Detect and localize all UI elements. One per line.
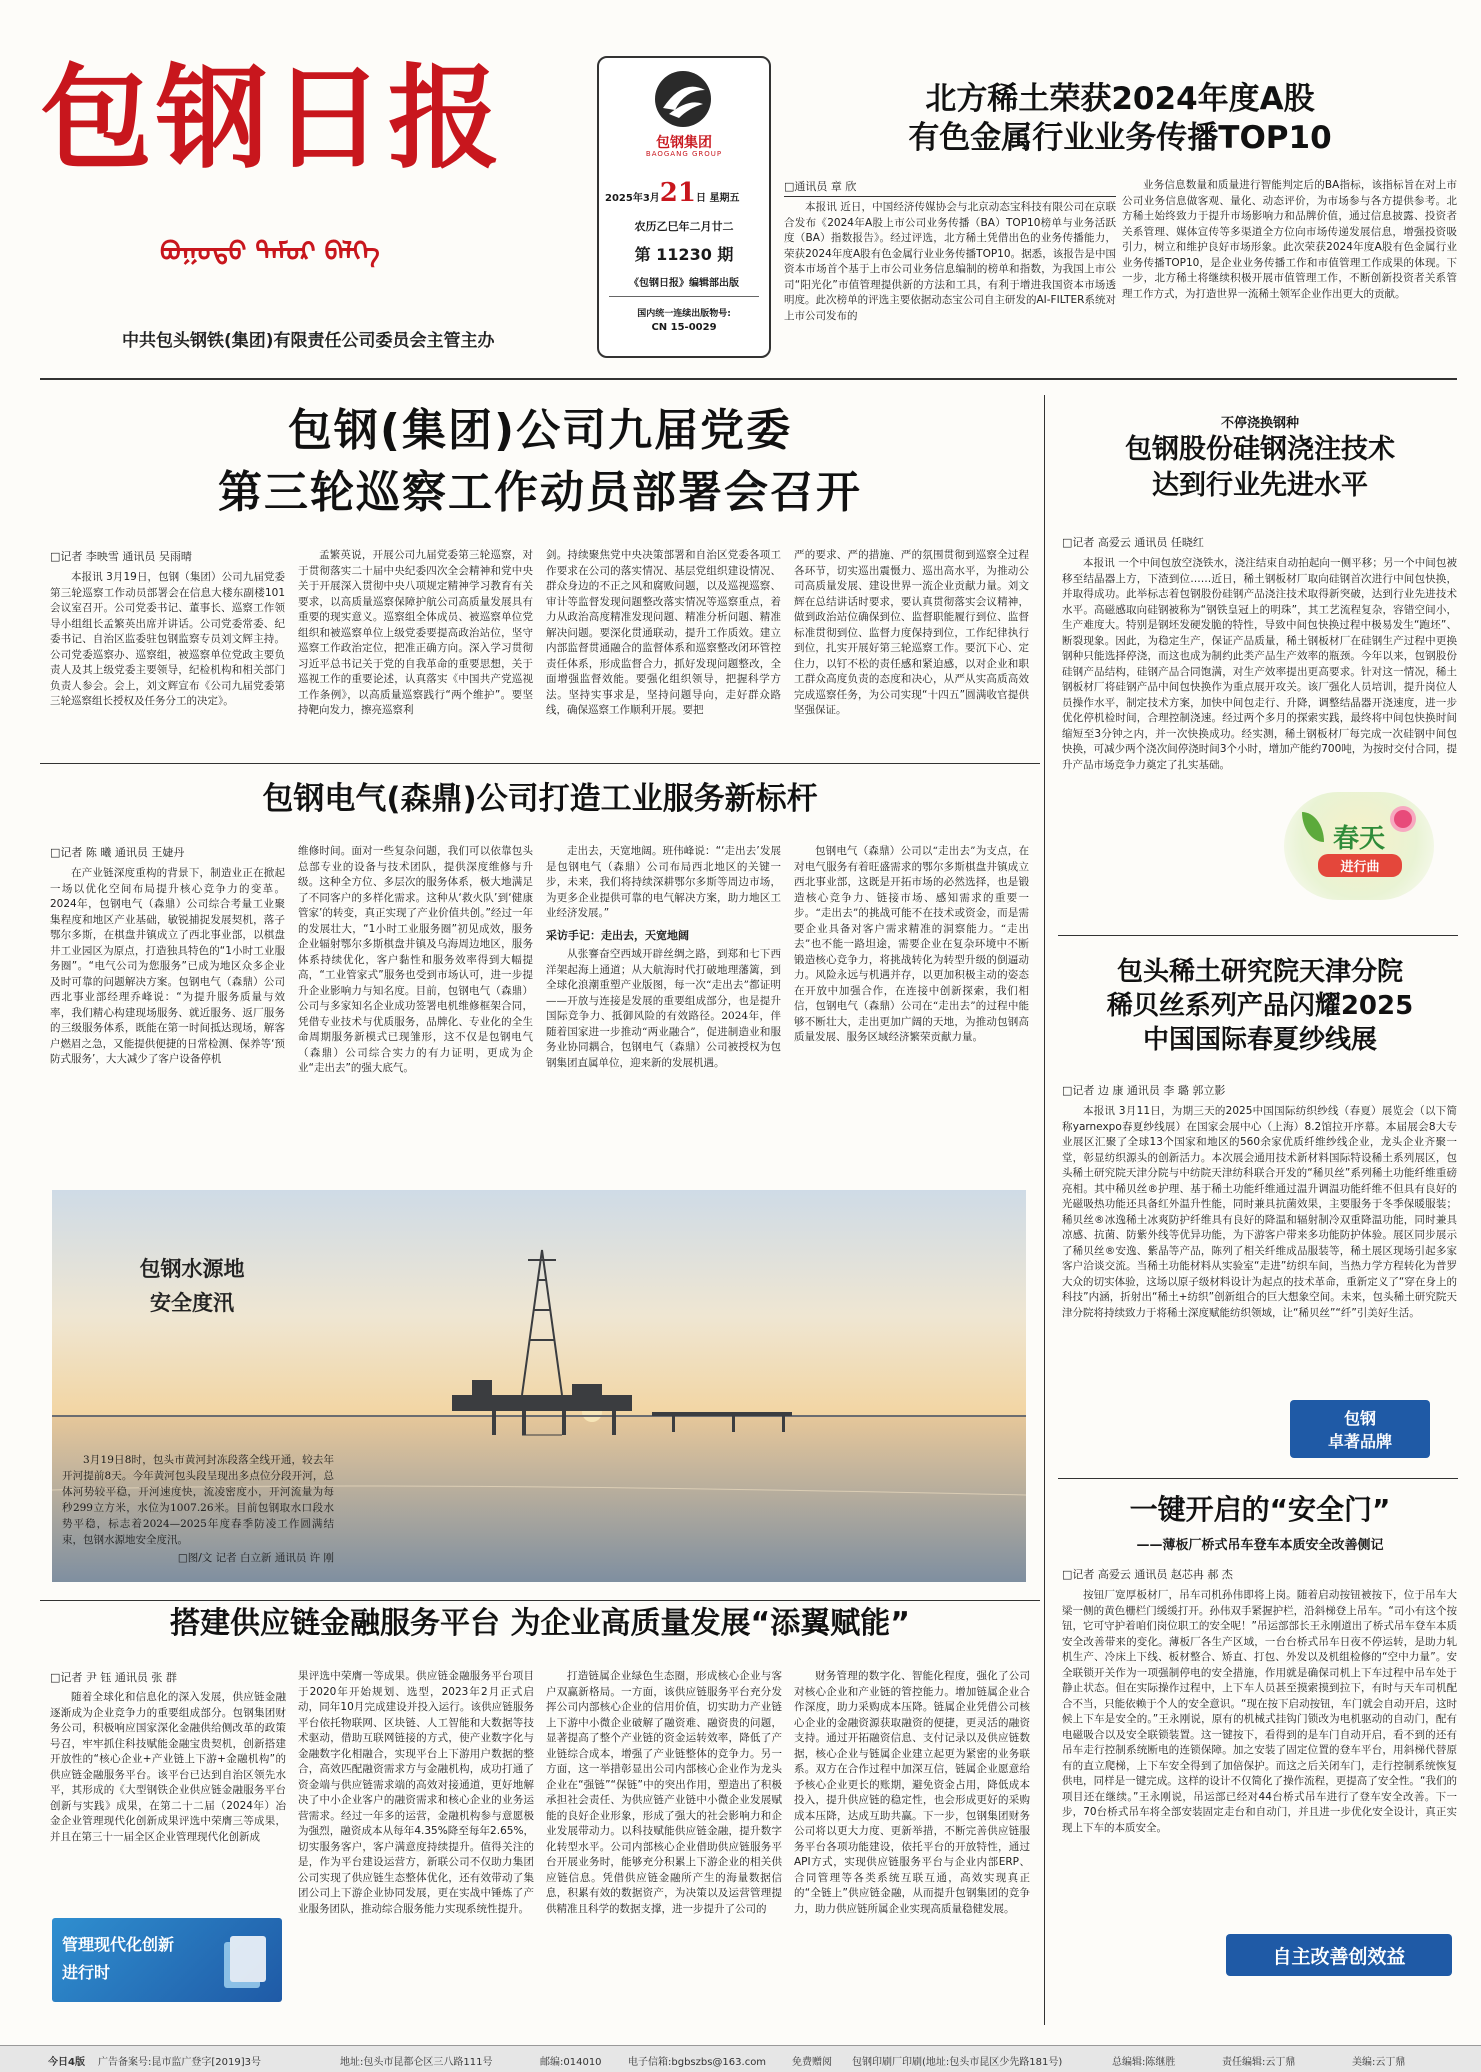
cn-label: 国内统一连续出版物号:: [637, 309, 731, 319]
article6-col1: 随着全球化和信息化的深入发展，供应链金融逐渐成为企业竞争力的重要组成部分。包钢集团财务公司，积极响应国家深化金融供给侧改革的政策号召，牢牢抓住科技赋能金融宝贵契机，创新搭建开放性的“核心企业+产业链上下游+金融机构”的供应链金融服务平台。该平台已达到自治区领先水平，其形成的《大型钢铁企业供应链金融服务平台创新与实践》成果，在第二十二届（2024年）冶金企业管理现代化创新成果评选中荣膺三等成果，并且在第三十一届全区企业管理现代化创新成: [50, 1691, 286, 1843]
self-improvement-badge: 自主改善创效益: [1226, 1934, 1452, 1976]
footer-chief: 总编辑:陈继胜: [1112, 2057, 1176, 2068]
article3-byline: □记者 高爱云 通讯员 任晓红: [1062, 536, 1204, 549]
article2-col3: 剑。持续聚焦党中央决策部署和自治区党委各项工作要求在公司的落实情况、基层党组织建设情况、群众身边的不正之风和腐败问题，以及巡视巡察、审计等监督发现问题整改落实情况等巡察重点，着力从政治高度精准发现问题、精准分析问题、精准解决问题。要深化贯通联动，提升工作质效。建立内部监督贯通融合的监督体系和巡察整改闭环管控责任体系，形成监督合力，抓好发现问题整改，全面增强监督效能。要强化组织领导，把握科学方法。坚持实事求是，坚持问题导向，走好群众路线，确保巡察工作顺利开展。要把: [546, 549, 781, 716]
footer-email: 电子信箱:bgbszbs@163.com: [628, 2057, 767, 2068]
management-badge: [52, 1918, 282, 2002]
article3-body-tail: [1062, 810, 1312, 892]
article4-byline: □记者 陈 曦 通讯员 王婕丹: [50, 846, 185, 859]
footer-pages: 今日4版: [48, 2057, 85, 2068]
footer-free: 免费赠阅: [792, 2057, 832, 2068]
article7-byline: □记者 高爱云 通讯员 赵芯冉 郝 杰: [1062, 1568, 1233, 1581]
article3-body: 本报讯 一个中间包放空浇铁水，浇注结束自动拍起向一侧平移；另一个中间包被移至结晶器上方，下渣到位……近日，稀土钢板材厂取向硅钢首次进行中间包快换，并取得成功。此举标志着包钢股份硅钢产品浇注技术取得新突破，达到行业先进技术水平。高磁感取向硅钢被称为“钢铁皇冠上的明珠”，其工艺流程复杂，容错空间小，生产难度大。特别是钢坯发硬发脆的特性，导致中间包快换过程中极易发生“跑坯”、断裂现象。因此，为稳定生产，保证产品质量，稀土钢板材厂在硅钢生产过程中更换钢种只能选择停浇，而这也成为制约此类产品生产效率的瓶颈。今年以来，包钢股份硅钢产品结构，硅钢产品合同饱满，对生产效率提出更高要求。针对这一情况，稀土钢板材厂将硅钢产品中间包快换作为重点展开攻关。该厂强化人员培训，提升岗位人员操作水平，制定技术方案，加快中间包走行、升降，调整结晶器开浇速度，进一步优化停机检时间，合理控制浇速。经过两个多月的探索实践，最终将中间包快换时间缩短至3分钟之内，并一次快换成功。经实测，稀土钢板材厂每完成一次硅钢中间包快换，可减少两个浇次间停浇时间3个小时，增加产能约700吨，为按时交付合同，提升产品市场竞争力奠定了扎实基础。: [1062, 557, 1457, 771]
article3-title: 包钢股份硅钢浇注技术 达到行业先进水平: [1125, 434, 1395, 501]
cn-number: CN 15-0029: [651, 322, 717, 333]
article6-col4: 财务管理的数字化、智能化程度，强化了公司对核心企业和产业链的管控能力。增加链属企业合作深度，助力采购成本压降。链属企业凭借公司核心企业的金融资源获取融资的便捷，更灵活的融资支持。通过开拓融资信息、支付记录以及供应链数据，核心企业与链属企业建立起更为紧密的业务联系。双方在合作过程中加深互信，链属企业愿意给予核心企业更长的账期，避免资金占用，降低成本投入，提升供应链的稳定性，也会形成更好的采购成本压降，达成互助共赢。下一步，包钢集团财务公司将以更大力度、更新举措，不断完善供应链服务平台各项功能建设，依托平台的开放特性，通过API方式，实现供应链服务平台与企业内部ERP、合同管理等各类系统互联互通，高效实现真正的“全链上”供应链金融，从而提升包钢集团的竞争力，助力供应链所属企业实现高质量稳健发展。: [794, 1670, 1030, 1915]
baogang-logo-icon: [645, 68, 721, 130]
article2-col4: 严的要求、严的措施、严的氛围贯彻到巡察全过程各环节，切实巡出震慑力、巡出高水平，为推动公司高质量发展、建设世界一流企业贡献力量。刘文辉在总结讲话时要求，要认真贯彻落实会议精神，做到政治站位确保到位、监督职能履行到位、监督标准贯彻到位、监督力度保持到位，工作纪律执行到位，扎实开展好第三轮巡察工作。要沉下心、定住力，以钉不松的责任感和紧迫感，以对企业和职工群众高度负责的态度和决心，从严从实高质高效完成巡察任务，为公司实现“十四五”圆满收官提供坚强保证。: [794, 549, 1029, 716]
badge-line1: 管理现代化创新: [62, 1935, 175, 1954]
sticker-line2: 进行曲: [1318, 854, 1402, 877]
article6-col3: 打造链属企业绿色生态圈，形成核心企业与客户双赢新格局。一方面，该供应链服务平台充分发挥公司内部核心企业的信用价值，切实助力产业链上下游中小微企业破解了融资难、融资贵的问题，显著提高了整个产业链的资金运转效率，降低了产业链综合成本，增强了产业链整体的竞争力。另一方面，这一举措彰显出公司内部核心企业作为龙头企业在“强链”“保链”中的突出作用，塑造出了积极承担社会责任、为供应链产业链中小微企业发展赋能的良好企业形象，形成了强大的社会影响力和企业发展带动力。以科技赋能供应链金融，提升数字化转型水平。公司内部核心企业借助供应链服务平台开展业务时，能够充分积累上下游企业的相关供应链信息。凭借供应链金融所产生的海量数据信息，积累有效的数据资产，为决策以及运营管理提供精准且科学的数据支撑，进一步提升了公司的: [546, 1670, 782, 1915]
footer-ad-license: 广告备案号:昆市监广登字[2019]3号: [98, 2057, 261, 2068]
article2-col2: 孟繁英说，开展公司九届党委第三轮巡察，对于贯彻落实二十届中央纪委四次全会精神和党中央关于开展深入贯彻中央八项规定精神学习教育有关要求，以高质量巡察保障护航公司高质量发展具有重要的现实意义。巡察组全体成员、被巡察单位党组织和被巡察单位上级党委要提高政治站位，坚守巡察工作政治定位，把准正确方向。深入学习贯彻习近平总书记关于党的自我革命的重要思想，关于巡视工作的重要论述，认真落实《中国共产党巡视工作条例》，以高质量巡察践行“两个维护”。要坚持靶向发力，擦亮巡察利: [298, 549, 533, 716]
photo-title: 包钢水源地 安全度汛: [139, 1256, 245, 1315]
article1-col2: 业务信息数量和质量进行智能判定后的BA指标，该指标旨在对上市公司业务信息做客观、量化、动态评价，为市场参与各方提供参考。北方稀土始终致力于提升市场影响力和品牌价值，通过信息披露、投资者关系管理、媒体宣传等多渠道全方位向市场传递发展信息，增强投资吸引力，树立和维护良好市场形象。此次荣获2024年度A股有色金属行业业务传播TOP10，是企业业务传播工作和市值管理工作成果的体现。下一步，北方稀土将继续积极开展市值管理工作，不断创新投资者关系管理工作方式，为打造世界一流稀土领军企业作出更大的贡献。: [1122, 179, 1457, 300]
article7-body: 按钮厂宽厚板材厂，吊车司机孙伟即将上岗。随着启动按钮被按下，位于吊车大梁一侧的黄色栅栏门缓缓打开。孙伟双手紧握护栏，沿斜梯登上吊车。“司小有这个按钮，它可守护着咱们岗位职工的安全呢！”吊运部部长王永刚道出了桥式吊车登车本质安全改善带来的变化。薄板厂各生产区域，一台台桥式吊车日夜不停运转，是助力轧机生产、冷床上下线、板材整合、矫直、打包、外发以及机组检修的“空中力量”。安全联锁开关作为一项强制停电的安全措施，作用就是确保司机上下车过程中吊车处于静止状态。但在实际操作过程中，上下车人员甚至摸索摸到拉下，有时与天车司机配合不当，只能依赖于个人的安全意识。“现在按下启动按钮，车门就会自动开启，这时候上下车是安全的。”王永刚说，原有的机械式挂钩门锁改为电机驱动的自动门，配有电磁吸合以及安全联锁装置。这一键按下，看得到的是车门自动开启，看不到的还有吊车走行控制系统断电的连锁保障。加之安装了固定位置的登车平台，用斜梯代替原有的直立爬梯，上下车安全得到了加倍保护。而这之后关闭车门，走行控制系统恢复供电，同样是一键完成。这样的设计不仅简化了操作流程，更提高了安全性。“我们的项目还在继续。”王永刚说，吊运部已经对44台桥式吊车进行了登车安全改善。下一步，70台桥式吊车将全部安装固定走台和自动门，并且进一步优化安全设计，真正实现上下车的本质安全。: [1062, 1589, 1457, 1834]
article1-title: 北方稀土荣获2024年度A股 有色金属行业业务传播TOP10: [908, 81, 1332, 156]
masthead-info-box: [597, 56, 771, 358]
article2-col1: 本报讯 3月19日，包钢（集团）公司九届党委第三轮巡察工作动员部署会在信息大楼东副楼101会议室召开。公司党委书记、董事长、巡察工作领导小组组长孟繁英出席并讲话。公司党委常委、纪委书记、自治区监委驻包钢监察专员刘文辉主持。公司党委巡察办、巡察组，被巡察单位党政主要负责人及其上级党委主要领导，纪检机构和相关部门负责人参会。会上，刘文辉宣布《公司九届党委第三轮巡察组长授权及任务分工的决定》。: [50, 571, 285, 707]
footer-bar: [0, 2045, 1481, 2072]
issue-number: 第 11230 期: [634, 245, 734, 264]
footer-address: 地址:包头市昆都仑区三八路111号: [340, 2057, 493, 2068]
masthead-sponsor: 中共包头钢铁(集团)有限责任公司委员会主管主办: [122, 331, 495, 351]
article3-kicker: 不停浇换钢种: [1220, 416, 1299, 431]
spring-sticker: [1284, 792, 1434, 900]
article1-byline: □通讯员 章 欣: [784, 180, 857, 193]
logo-en: BAOGANG GROUP: [645, 150, 723, 158]
article1-col1: 本报讯 近日，中国经济传媒协会与北京动态宝科技有限公司在京联合发布《2024年A股上市公司业务传播（BA）TOP10榜单与业务活跃度（BA）指数报告》。经过评选，北方稀土凭借出色的业务传播能力，荣获2024年度A股有色金属行业业务传播TOP10。据悉，该报告是中国资本市场首个基于上市公司业务信息编制的榜单和指数，为我国上市公司“阳光化”市值管理提供新的方法和工具，有利于增进我国资本市场透明度。此次榜单的评选主要依据动态宝公司自主研发的AI-FILTER系统对上市公司发布的: [784, 201, 1116, 322]
footer-printer: 包钢印刷厂印刷(地址:包头市昆区少先路181号): [852, 2057, 1063, 2068]
footer-design: 美编:云丁鼎: [1352, 2057, 1406, 2068]
footer-postcode: 邮编:014010: [540, 2057, 602, 2068]
article4-col3: 走出去，天宽地阔。班伟峰说：“‘走出去’发展是包钢电气（森鼎）公司布局西北地区的关键一步，未来，我们将持续深耕鄂尔多斯等周边市场，为更多企业提供可靠的电气解决方案，助力地区工业经济发展。” 采访手记：走出去，天宽地阔 从张謇奋空西域开辟丝绸之路，到郑和七下西洋架起海上通道；从大航海时代打破地理藩篱，到全球化浪潮重塑产业版图，每一次“走出去”都证明——开放与连接是发展的重要组成部分，也是提升国际竞争力、抵御风险的有效路径。2024年，伴随着国家进一步推动“两业融合”，促进制造业和服务业协同耦合，包钢电气（森鼎）公司被授权为包钢集团直属单位，迎来新的发展机遇。: [546, 845, 781, 1069]
article4-col1: 在产业链深度重构的背景下，制造业正在掀起一场以优化空间布局提升核心竞争力的变革。2024年，包钢电气（森鼎）公司综合考量工业聚集程度和地区产业基础，敏锐捕捉发展契机，落子鄂尔多斯，在棋盘井镇成立了西北事业部，以棋盘井工业园区为原点，打造独具特色的“1小时工业服务圈”。“电气公司为您服务”已成为地区众多企业及时可靠的问题解决方案。包钢电气（森鼎）公司西北事业部经理乔峰说：“为提升服务质量与效率，我们精心构建现场服务、就近服务、返厂服务的三级服务体系，既能在第一时间抵达现场，解客户燃眉之急，又能提供便捷的日常检测、保养等‘预防式服务’，大大减少了客户设备停机: [50, 867, 285, 1065]
article5-body-tail: [1062, 1340, 1287, 1460]
masthead-title: 包钢日报: [40, 53, 504, 184]
date-line: 2025年3月21日 星期五: [605, 178, 740, 208]
document-icon: [230, 1936, 266, 1982]
lunar-date: 农历乙巳年二月廿二: [634, 220, 734, 233]
article4-title: 包钢电气(森鼎)公司打造工业服务新标杆: [262, 781, 818, 817]
article5-body: 本报讯 3月11日，为期三天的2025中国国际纺织纱线（春夏）展览会（以下简称yarnexpo春夏纱线展）在国家会展中心（上海）8.2馆拉开序幕。本届展会8大专业展区汇聚了全球13个国家和地区的560余家优质纤维纱线企业，龙头企业齐聚一堂，彰显纺织源头的创新活力。本次展会通用技术新材料国际特设稀土系列展区，包头稀土研究院天津分院与中纺院天津纺科联合开发的“稀贝丝”系列稀土功能纤维重磅亮相。其中稀贝丝®护理、基于稀土功能纤维通过温升调温功能纤维不但具有良好的光磁吸热功能还具备红外温升性能，同时兼具抗菌效果，主要服务于冬季保暖服装；稀贝丝®冰逸稀土冰爽防护纤维具有良好的降温和辐射制冷双重降温功能，同时兼具凉感、抗菌、防紫外线等优异功能，为下游客户带来多功能防护体验。展区同步展示了稀贝丝®安逸、紫晶等产品，陈列了相关纤维成品服装等，稀土展区现场引起多家客户洽谈交流。当稀土功能材料从实验室“走进”纺织车间，当热力学方程转化为普罗大众的切实体验，这场以原子级材料设计为起点的技术革命，重新定义了“穿在身上的科技”内涵，折射出“稀土+纺织”创新组合的巨大想象空间。未来，包头稀土研究院天津分院将持续致力于将稀土深度赋能纺织领域，让“稀贝丝”“纤”引美好生活。: [1062, 1105, 1457, 1319]
article7-title: 一键开启的“安全门”: [1129, 1493, 1391, 1526]
article6-title: 搭建供应链金融服务平台 为企业高质量发展“添翼赋能”: [170, 1606, 910, 1641]
photo-caption: 3月19日8时，包头市黄河封冻段落全线开通，较去年开河提前8天。今年黄河包头段呈现出多点位分段开河，总体河势较平稳，开河速度快，流凌密度小，开河流量为每秒299立方米，水位为1007.26米。目前包钢取水口段水势平稳，标志着2024—2025年度春季防凌工作圆满结束，包钢水源地安全度汛。 □图/文 记者 白立新 通讯员 许 刚: [62, 1454, 334, 1564]
river-photo: [52, 1190, 1026, 1582]
masthead-divider: [40, 378, 1457, 380]
article2-title: 包钢(集团)公司九届党委 第三轮巡察工作动员部署会召开: [218, 405, 862, 518]
brand-badge: 包钢 卓著品牌: [1290, 1400, 1430, 1458]
article5-byline: □记者 边 康 通讯员 李 璐 郭立影: [1062, 1084, 1226, 1097]
logo-text: 包钢集团: [656, 135, 712, 151]
article5-title: 包头稀土研究院天津分院 稀贝丝系列产品闪耀2025 中国国际春夏纱线展: [1106, 957, 1414, 1055]
article7-subtitle: ——薄板厂桥式吊车登车本质安全改善侧记: [1136, 1538, 1384, 1553]
article6-byline: □记者 尹 钰 通讯员 张 群: [50, 1671, 177, 1684]
article2-byline: □记者 李映雪 通讯员 吴雨晴: [50, 550, 192, 563]
article4-note-title: 采访手记：走出去，天宽地阔: [546, 928, 689, 942]
article4-col2: 维修时间。面对一些复杂问题，我们可以依靠包头总部专业的设备与技术团队，提供深度维修与升级。这种全方位、多层次的服务体系，极大地满足了不同客户的多样化需求。这种从‘救火队’到‘健康管家’的转变，真正实现了产业价值共创。”经过一年的发展壮大，“1小时工业服务圈”初见成效，服务企业辐射鄂尔多斯棋盘井镇及乌海周边地区，服务体系持续优化，客户黏性和服务效率得到大幅提高，“工业管家式”服务也受到市场认可，进一步提升企业影响力与知名度。目前，包钢电气（森鼎）公司与多家知名企业成功签署电机维修框架合同，凭借专业技术与优质服务，品牌化、专业化的全生命周期服务新模式已现雏形，这不仅是包钢电气（森鼎）公司综合实力的有力证明，更成为企业“走出去”的强大底气。: [298, 845, 533, 1074]
sticker-line1: 春天: [1332, 824, 1385, 854]
publisher: 《包钢日报》编辑部出版: [629, 278, 739, 289]
article4-col4: 包钢电气（森鼎）公司以“走出去”为支点，在对电气服务有着旺盛需求的鄂尔多斯棋盘井镇成立西北事业部，这既是开拓市场的必然选择，也是锻造核心竞争力、链接市场、感知需求的重要一步。“走出去”的挑战可能不在技术或资金，而是需要企业具备对客户需求精准的洞察能力。“走出去”也不能一路坦途，需要企业在复杂环境中不断锻造核心竞争力，将挑战转化为转型升级的倒逼动力。风险永远与机遇并存，以更加积极主动的姿态在开放中加强合作，在连接中创新探索，我们相信，包钢电气（森鼎）公司在“走出去”的过程中能够不断壮大，走出更加广阔的天地，为推动包钢高质量发展、服务区域经济繁荣贡献力量。: [794, 845, 1029, 1043]
masthead-mongolian: ᠪᠤᠭᠤᠲᠤ ᠲᠡᠮᠦᠷ ᠪᠡᠯᠭᠡ: [160, 237, 380, 267]
date-day: 21: [659, 178, 696, 208]
article6-col2: 果评选中荣膺一等成果。供应链金融服务平台项目于2020年开始规划、选型，2023年2月正式启动，同年10月完成建设并投入运行。该供应链服务平台依托物联网、区块链、人工智能和大数据等技术驱动，借助互联网链接的方式，使产业数字化与金融数字化相融合，实现平台上下游用户数据的整合，高效匹配融资需求方与金融机构，成功打通了资金端与供应链需求端的高效对接通道，更好地解决了中小企业客户的融资需求和核心企业的业务运营需求。经过一年多的运营，金融机构参与意愿极为强烈，融资成本从每年4.35%降至每年2.65%，切实服务客户，客户满意度持续提升。值得关注的是，作为平台建设运营方，新联公司不仅助力集团公司实现了供应链生态整体优化，还有效带动了集团公司上下游企业协同发展，更在实战中锤炼了产业服务团队，推动综合服务能力实现系统性提升。: [298, 1670, 534, 1915]
badge-line2: 进行时: [62, 1963, 111, 1982]
footer-editor: 责任编辑:云丁鼎: [1222, 2057, 1296, 2068]
